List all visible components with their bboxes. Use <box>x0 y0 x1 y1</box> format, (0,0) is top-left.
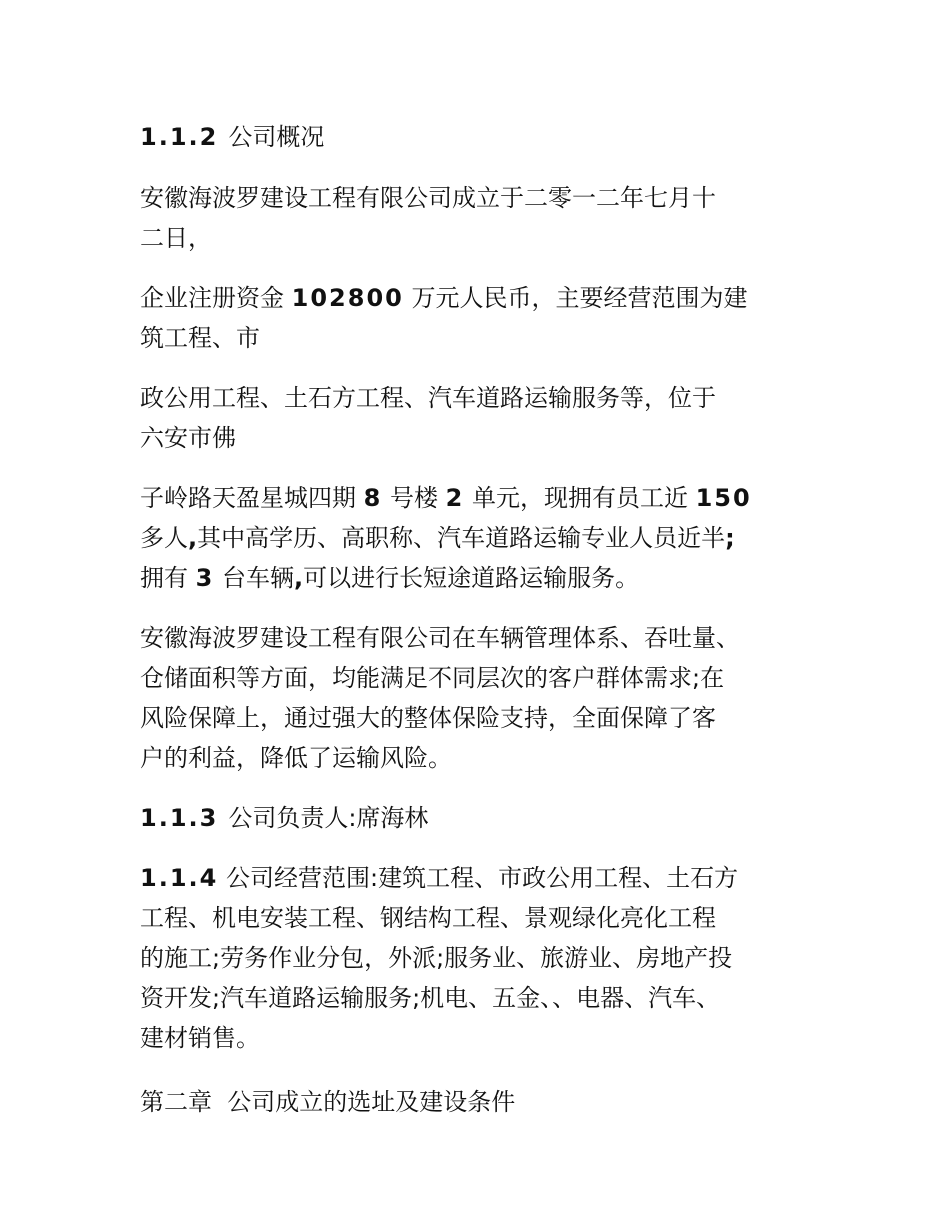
text-line: 工程、机电安装工程、钢结构工程、景观绿化亮化工程 <box>140 904 716 932</box>
section-title: 公司概况 <box>228 123 325 151</box>
chapter-title: 第二章 公司成立的选址及建设条件 <box>140 1088 516 1116</box>
text-line: 仓储面积等方面，均能满足不同层次的客户群体需求;在 <box>140 664 725 692</box>
text-run: 可以进行长短途道路运输服务。 <box>303 564 640 592</box>
text-run: , <box>293 564 304 592</box>
section-number: 1.1.4 <box>140 864 219 892</box>
paragraph-scope <box>140 378 820 458</box>
text-line: 建材销售。 <box>140 1024 260 1052</box>
heading-1-1-2 <box>140 117 820 157</box>
text-line: 政公用工程、土石方工程、汽车道路运输服务等，位于 <box>140 384 716 412</box>
text-run: 号楼 <box>389 484 438 512</box>
section-title: 公司负责人:席海林 <box>228 804 429 832</box>
staff-count: 150 <box>695 484 752 512</box>
text-line: 筑工程、市 <box>140 324 260 352</box>
paragraph-capital <box>140 278 820 358</box>
text-run: , <box>188 524 198 552</box>
text-run: 公司经营范围:建筑工程、市政公用工程、土石方 <box>225 864 739 892</box>
paragraph-services <box>140 618 820 778</box>
text-run: 拥有 <box>140 564 188 592</box>
text-line: 安徽海波罗建设工程有限公司成立于二零一二年七月十 <box>140 184 716 212</box>
paragraph-address-staff <box>140 478 820 598</box>
paragraph-business-scope <box>140 858 820 1058</box>
text-line: 六安市佛 <box>140 424 236 452</box>
text-run: 万元人民币，主要经营范围为建 <box>411 284 748 312</box>
building-number: 8 <box>363 484 383 512</box>
text-run: 台车辆 <box>221 564 294 592</box>
section-number: 1.1.3 <box>140 804 219 832</box>
text-run: 子岭路天盈星城四期 <box>140 484 356 512</box>
text-line: 的施工;劳务作业分包，外派;服务业、旅游业、房地产投 <box>140 944 733 972</box>
text-run: 多人 <box>140 524 188 552</box>
section-number: 1.1.2 <box>140 123 219 151</box>
text-line: 风险保障上，通过强大的整体保险支持，全面保障了客 <box>140 704 716 732</box>
registered-capital-value: 102800 <box>291 284 404 312</box>
heading-1-1-3 <box>140 798 820 838</box>
paragraph-founding <box>140 178 820 258</box>
vehicle-count: 3 <box>195 564 215 592</box>
text-line: 资开发;汽车道路运输服务;机电、五金、、电器、汽车、 <box>140 984 721 1012</box>
text-run: ; <box>725 524 735 552</box>
text-line: 安徽海波罗建设工程有限公司在车辆管理体系、吞吐量、 <box>140 624 740 652</box>
text-run: 单元，现拥有员工近 <box>471 484 688 512</box>
text-line: 户的利益，降低了运输风险。 <box>140 744 452 772</box>
text-run: 其中高学历、高职称、汽车道路运输专业人员近半 <box>197 524 726 552</box>
unit-number: 2 <box>445 484 465 512</box>
chapter-2-heading <box>140 1082 820 1122</box>
text-run: 企业注册资金 <box>140 284 284 312</box>
text-line: 二日， <box>140 224 212 252</box>
